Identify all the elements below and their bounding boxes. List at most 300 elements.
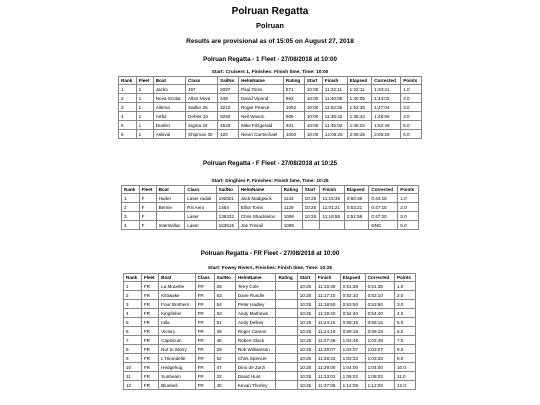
start-line-fr: Start: Fowey Rivers, Finishes: Finish time, Time: 10:25 [207,266,333,271]
table-cell: 2 [119,94,137,103]
table-header-row [122,186,419,194]
table-cell: FR [141,354,158,363]
table-cell: Andy Dellow [235,318,276,327]
table-cell: 0:59:15 [340,318,365,327]
table-cell: 2 [124,291,142,300]
table-cell: 9250 [218,112,239,121]
table-cell: 4533 [218,121,239,130]
table-cell: Laser [185,212,216,221]
table-cell: 7.0 [394,336,415,345]
table-cell: 10 [124,363,142,372]
table-cell: 1 [119,85,137,94]
table-cell: Kingfisher [159,309,195,318]
table-cell: 0:53:50 [365,300,394,309]
column-header: HelmName [238,186,281,194]
column-header: Rank [122,186,140,194]
table-cell: FR [195,291,214,300]
table-cell: 11 [124,372,142,381]
table-cell: 53 [214,309,235,318]
table-cell: 1142 [281,194,302,203]
table-row [119,130,422,139]
table-cell: 8.0 [394,345,415,354]
table-cell: 1052 [283,103,304,112]
table-cell: Askival [153,130,185,139]
table-cell: 2.0 [398,203,419,212]
table-cell: 962 [283,94,304,103]
table-cell: 1:45:02 [347,121,372,130]
table-cell: 4.0 [394,309,415,318]
column-header: Rating [281,186,302,194]
table-cell: 11:24:18 [315,327,340,336]
table-cell [276,336,297,345]
table-cell: Artful [153,112,185,121]
table-cell: 11:15:36 [320,194,344,203]
table-cell: Not to Worry [159,345,195,354]
table-cell: 12.0 [394,381,415,390]
table-cell: 9 [124,354,142,363]
table-cell: 1 [136,85,153,94]
column-header: Finish [322,77,347,85]
table-row [124,309,416,318]
table-cell: FR [195,354,214,363]
table-cell: La Mouette [159,282,195,291]
table-cell: FR [195,309,214,318]
table-row [119,112,422,121]
table-cell: 2 [122,203,140,212]
table-cell: 10:25 [297,309,315,318]
table-cell: Dave Rundle [235,291,276,300]
table-cell: 1000 [283,130,304,139]
table-cell: Andy Mathews [235,309,276,318]
table-cell: 1 [136,112,153,121]
table-cell: 7 [124,336,142,345]
table-cell: 1 [136,103,153,112]
table-cell: Robert Slack [235,336,276,345]
column-header: Rating [283,77,304,85]
table-cell: Bernie [156,203,185,212]
table-cell: 1:52:49 [372,121,401,130]
table-cell: 11:45:02 [322,121,347,130]
table-cell: 2:06:26 [372,130,401,139]
table-cell: 1:04:00 [340,363,365,372]
table-cell: FR [141,309,158,318]
table-cell: 11:28:07 [315,345,340,354]
table-cell: F [139,203,156,212]
table-cell: 10:00 [304,121,322,130]
table-cell: 1:02:48 [340,336,365,345]
table-cell: FR [141,372,158,381]
table-cell: Kevan Thorley [235,381,276,390]
table-cell: 45 [214,381,235,390]
table-cell: 1:44:02 [372,94,401,103]
table-cell: 1:40:05 [347,94,372,103]
table-cell: 1:03:07 [365,345,394,354]
table-cell: 1:03:33 [365,354,394,363]
table-cell: Neil Wason [239,112,284,121]
table-cell: Laser [185,221,216,230]
table-cell: 931 [283,121,304,130]
table-cell: FR [195,282,214,291]
column-header: Elapsed [344,186,369,194]
table-cell: 1:52:36 [347,103,372,112]
table-cell: F [139,212,156,221]
table-cell: 11.0 [394,372,415,381]
table-cell: 0:51:38 [340,282,365,291]
table-cell: 1:22:11 [347,85,372,94]
table-cell: 1:12:09 [340,381,365,390]
table-cell: 1.0 [394,282,415,291]
table-cell: Jack Madgwick [238,194,281,203]
table-cell: 11:17:10 [315,291,340,300]
column-header: Elapsed [340,274,365,282]
table-cell: Iolla [159,318,195,327]
table-cell: 6.0 [394,327,415,336]
table-cell: FR [195,363,214,372]
table-cell: 10:00 [304,103,322,112]
table-cell: 1:02:48 [365,336,394,345]
table-cell: Roger Pearce [239,103,284,112]
table-cell: 3210 [218,103,239,112]
table-cell: Four Brothers [159,300,195,309]
table-row [124,282,416,291]
table-cell: Allema [153,103,185,112]
table-cell: 1:34:21 [372,85,401,94]
column-header: Finish [315,274,340,282]
page-subtitle: Polruan [256,21,284,30]
table-cell: 11:38:42 [322,112,347,121]
table-cell: 9.0 [394,354,415,363]
table-row [119,103,422,112]
table-cell: 5.0 [401,121,422,130]
table-header-row [119,77,422,85]
table-cell: 3.0 [401,103,422,112]
table-cell: 51 [214,318,235,327]
table-cell: 11:27:48 [315,336,340,345]
table-cell: 1 [136,121,153,130]
table-row [124,363,416,372]
table-cell: Chris Spencer [235,354,276,363]
table-cell: 1454 [216,203,238,212]
table-cell: 11:28:33 [315,354,340,363]
table-cell: Albin Nova [186,94,218,103]
table-cell [276,291,297,300]
table-cell: 11:24:15 [315,318,340,327]
start-line-1: Start: Cruisers 1, Finishes: Finish time, Time: 10:00 [211,70,329,75]
table-cell: 906 [283,112,304,121]
table-cell: 0:54:40 [340,309,365,318]
table-cell: 871 [283,85,304,94]
table-cell: 2:06:26 [347,130,372,139]
table-row [124,354,416,363]
table-cell: 10:00 [304,112,322,121]
table-row [122,221,419,230]
table-cell: Victory [159,327,195,336]
column-header: Corrected [369,186,398,194]
table-cell: Elliot Toms [238,203,281,212]
table-cell [344,221,369,230]
table-cell: 1 [136,94,153,103]
table-cell: 5 [124,318,142,327]
fleet-title-1: Polruan Regatta - 1 Fleet - 27/08/2018 at 10:00 [203,56,337,63]
table-cell: 22 [214,372,235,381]
table-cell: 3 [119,103,137,112]
table-cell: 11:37:09 [315,381,340,390]
table-cell: 0:53:21 [344,203,369,212]
table-cell: 0:59:18 [365,327,394,336]
table-cell: Peter Hadley [235,300,276,309]
table-cell: 11:52:36 [322,103,347,112]
table-cell: 10:25 [302,212,320,221]
table-cell: Shipman 30 [186,130,218,139]
table-cell: 0:52:10 [365,291,394,300]
table-cell: 1098 [281,221,302,230]
table-cell: FR [141,291,158,300]
table-cell: David Hunt [235,372,276,381]
table-cell: 5 [119,121,137,130]
table-row [124,345,416,354]
column-header: Fleet [141,274,158,282]
table-cell: 12:06:26 [322,130,347,139]
table-cell: FR [141,345,158,354]
table-cell: Bluebell [159,381,195,390]
table-cell [276,372,297,381]
table-cell: 47 [214,363,235,372]
table-cell: 2.0 [401,94,422,103]
table-cell: 0:53:50 [340,300,365,309]
table-cell: FR [195,381,214,390]
table-cell: 10:25 [297,363,315,372]
column-header: Rank [119,77,137,85]
table-cell: David Vipond [239,94,284,103]
column-header: Corrected [372,77,401,85]
table-row [119,94,422,103]
table-cell: 10:25 [297,381,315,390]
table-row [124,381,416,390]
column-header: Points [398,186,419,194]
table-header-row [124,274,416,282]
table-cell: FR [195,372,214,381]
table-cell [302,221,320,230]
table-cell: 0:59:18 [340,327,365,336]
table-cell [276,381,297,390]
table-cell: 10:25 [302,194,320,203]
table-cell: 11:16:38 [315,282,340,291]
table-cell: Terry Cole [235,282,276,291]
column-header: Class [185,186,216,194]
table-cell: 10:25 [297,372,315,381]
table-cell: 11:16:58 [320,212,344,221]
table-cell: 8 [124,345,142,354]
table-cell: 0:50:36 [344,194,369,203]
table-cell: J97 [186,85,218,94]
table-cell: Chris Shackleton [238,212,281,221]
table-cell: FR [195,318,214,327]
table-row [122,203,419,212]
table-cell: 0:59:15 [365,318,394,327]
table-cell: 1129 [281,203,302,212]
results-table-1 [118,76,422,139]
table-cell: 1:48:56 [372,112,401,121]
table-cell: FR [141,381,158,390]
column-header: Rating [276,274,297,282]
column-header: Boat [156,186,185,194]
table-row [124,372,416,381]
table-row [119,85,422,94]
column-header: Elapsed [347,77,372,85]
table-cell: 1:38:42 [347,112,372,121]
table-cell: DNC [369,221,398,230]
table-cell: FR [141,363,158,372]
table-cell: FR [141,327,158,336]
table-cell [276,282,297,291]
table-cell: 1:04:00 [365,363,394,372]
table-cell [276,300,297,309]
table-cell: 4 [124,309,142,318]
table-row [124,300,416,309]
table-cell: 1098 [281,212,302,221]
table-cell: FR [141,318,158,327]
column-header: SailNo [218,77,239,85]
table-cell: 1.0 [401,85,422,94]
table-cell: 5.0 [398,221,419,230]
table-cell: 10:25 [297,282,315,291]
table-cell: L'Hirondelle [159,354,195,363]
table-row [124,336,416,345]
table-cell: FR [195,345,214,354]
table-cell: 2097 [218,85,239,94]
table-cell: 5.0 [394,318,415,327]
table-cell: 11:01:21 [320,203,344,212]
table-cell [276,309,297,318]
column-header: Boat [153,77,185,85]
table-row [124,327,416,336]
table-row [122,212,419,221]
column-header: Class [195,274,214,282]
table-cell: 0:47:20 [369,212,398,221]
table-cell: 10:25 [297,336,315,345]
table-cell: 0:52:10 [340,291,365,300]
table-cell: 10:25 [297,345,315,354]
table-cell [320,221,344,230]
table-cell: F [139,221,156,230]
table-cell: 0:54:40 [365,309,394,318]
table-cell: 1:12:09 [365,381,394,390]
column-header: Start [297,274,315,282]
table-cell [276,354,297,363]
table-cell: FR [195,327,214,336]
table-cell: 10:00 [304,130,322,139]
table-cell: 4.0 [401,112,422,121]
column-header: Start [302,186,320,194]
table-cell: 1 [136,130,153,139]
column-header: HelmName [235,274,276,282]
table-cell: Joe Trevail [238,221,281,230]
table-cell: Roger Carson [235,327,276,336]
table-cell: 11:40:05 [322,94,347,103]
table-cell: FR [195,336,214,345]
table-cell: 10:25 [297,318,315,327]
table-cell: 39 [214,327,235,336]
table-cell: 3.0 [394,300,415,309]
table-cell: Dino de Zorzi [235,363,276,372]
table-cell: 10:00 [304,85,322,94]
table-row [122,194,419,203]
table-cell: 6 [124,327,142,336]
column-header: Class [186,77,218,85]
table-cell: Laser radial [185,194,216,203]
table-cell: 0:51:58 [344,212,369,221]
table-cell: 29 [214,345,235,354]
table-cell: 11:29:00 [315,363,340,372]
table-cell [276,318,297,327]
table-cell: Dehler 34 [186,112,218,121]
table-cell: 163515 [216,221,238,230]
table-cell: 11:19:40 [315,309,340,318]
table-cell: Hudel [156,194,185,203]
table-cell: 11:18:50 [315,300,340,309]
table-row [119,121,422,130]
table-cell: RS Aero [185,203,216,212]
table-cell: 1.0 [398,194,419,203]
table-cell: 6.0 [401,130,422,139]
table-row [124,318,416,327]
table-cell: 1 [124,282,142,291]
table-cell: Interstellar [156,221,185,230]
table-cell [156,212,185,221]
table-cell: 420 [218,130,239,139]
column-header: SailNo [214,274,235,282]
fleet-title-fr: Polruan Regatta - FR Fleet - 27/08/2018 at 10:00 [200,250,340,257]
column-header: Finish [320,186,344,194]
table-cell: 136332 [216,212,238,221]
table-cell: 4 [122,221,140,230]
table-cell: FR [141,300,158,309]
column-header: Points [401,77,422,85]
table-row [124,291,416,300]
table-cell: FR [141,336,158,345]
table-cell: 1:08:02 [365,372,394,381]
table-cell: 192501 [216,194,238,203]
table-cell: Rob Williamson [235,345,276,354]
column-header: SailNo [216,186,238,194]
table-cell: 11:22:11 [322,85,347,94]
table-cell [276,363,297,372]
table-cell: 349 [218,94,239,103]
column-header: Fleet [139,186,156,194]
column-header: Fleet [136,77,153,85]
table-cell: 0:47:15 [369,203,398,212]
fleet-title-f: Polruan Regatta - F Fleet - 27/08/2018 at 10:25 [202,160,338,167]
table-cell: 10:25 [302,203,320,212]
table-cell: F [139,194,156,203]
column-header: Rank [124,274,142,282]
table-cell: 1:03:33 [340,354,365,363]
table-cell: Paul Toms [239,85,284,94]
table-cell: Capsicum [159,336,195,345]
column-header: Boat [159,274,195,282]
table-cell: 0:51:38 [365,282,394,291]
table-cell: Duelist [153,121,185,130]
table-cell: Sadler 25 [186,103,218,112]
start-line-f: Start: Dinghies F, Finishes: Finish time, Time: 10:25 [211,179,329,184]
table-cell: Nova Scotia [153,94,185,103]
table-cell: 63 [214,291,235,300]
table-cell: 26 [214,282,235,291]
table-cell [276,345,297,354]
table-cell: 10:25 [297,327,315,336]
provisional-note: Results are provisional as of 15:05 on August 27, 2018 [186,38,354,45]
table-cell: 52 [214,354,235,363]
